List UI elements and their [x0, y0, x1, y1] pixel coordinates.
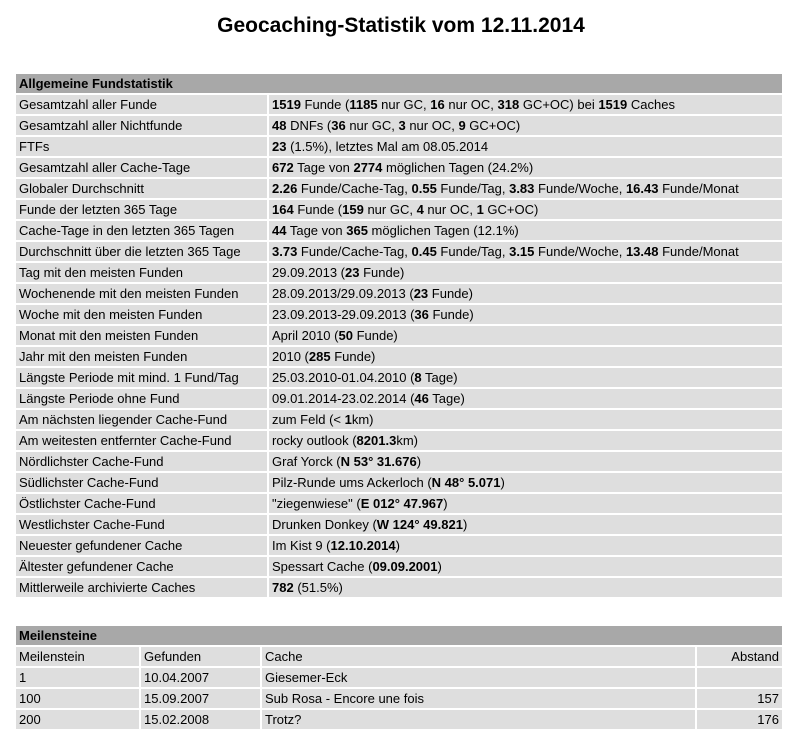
stat-value-strong: 9 [458, 118, 466, 133]
stat-row [16, 158, 782, 177]
stat-value-text: Funde ( [300, 97, 350, 112]
stat-row [16, 410, 782, 429]
stat-value [269, 410, 782, 429]
stat-value-text: Funde) [330, 349, 376, 364]
stat-label: Wochenende mit den meisten Funden [16, 284, 267, 303]
stat-value [269, 158, 782, 177]
stat-value [269, 431, 782, 450]
stat-label: Am weitesten entfernter Cache-Fund [16, 431, 267, 450]
stat-label: Jahr mit den meisten Funden [16, 347, 267, 366]
stat-value-text: 25.03.2010-01.04.2010 ( [272, 370, 415, 385]
stat-row [16, 179, 782, 198]
stat-value-text: möglichen Tagen (12.1%) [367, 223, 519, 238]
stat-label: Monat mit den meisten Funden [16, 326, 267, 345]
stat-value-text: nur GC, [377, 97, 431, 112]
stat-value [269, 326, 782, 345]
stat-row [16, 221, 782, 240]
stat-row [16, 557, 782, 576]
milestones-header: Meilensteine [16, 626, 782, 645]
stat-value-strong: 1519 [598, 97, 628, 112]
stat-label: Ältester gefundener Cache [16, 557, 267, 576]
milestone-cell: 10.04.2007 [141, 668, 260, 687]
stat-value-strong: 13.48 [625, 244, 659, 259]
stat-row [16, 263, 782, 282]
milestone-cell: Trotz? [262, 710, 695, 729]
milestone-cell: 100 [16, 689, 139, 708]
stat-value-text: Tage) [428, 391, 465, 406]
milestones-body [16, 647, 782, 729]
column-header: Meilenstein [16, 647, 139, 666]
stat-value-strong: 46 [414, 391, 429, 406]
stat-row [16, 116, 782, 135]
stat-label: Westlichster Cache-Fund [16, 515, 267, 534]
stat-label: Längste Periode ohne Fund [16, 389, 267, 408]
stat-value-text: Funde) [352, 328, 398, 343]
general-stats-table [14, 72, 784, 599]
stat-row [16, 347, 782, 366]
stat-value-text: nur OC, [423, 202, 477, 217]
stat-label: Woche mit den meisten Funden [16, 305, 267, 324]
stat-value-text: Spessart Cache ( [272, 559, 373, 574]
stat-value-text: Funde ( [293, 202, 343, 217]
column-header: Cache [262, 647, 695, 666]
stat-value-strong: 285 [308, 349, 331, 364]
stat-row [16, 431, 782, 450]
stat-value-text: 29.09.2013 ( [272, 265, 346, 280]
stat-value-text: Funde/Woche, [534, 244, 626, 259]
stat-value-text: Funde/Monat [658, 244, 739, 259]
stat-value-strong: 318 [497, 97, 520, 112]
stat-value-strong: 2.26 [272, 181, 298, 196]
stat-value-strong: 50 [338, 328, 353, 343]
milestones-column-headers [16, 647, 782, 666]
stat-value-text: zum Feld (< [272, 412, 345, 427]
stat-value-strong: 36 [414, 307, 429, 322]
column-header: Gefunden [141, 647, 260, 666]
stat-value-text: Tage von [293, 160, 354, 175]
stat-value-strong: 3 [398, 118, 406, 133]
stat-value-text: Funde) [428, 286, 473, 301]
stat-value-text: rocky outlook ( [272, 433, 357, 448]
stat-row [16, 284, 782, 303]
stat-label: Gesamtzahl aller Funde [16, 95, 267, 114]
stat-value-strong: 1 [476, 202, 484, 217]
stat-value-text: April 2010 ( [272, 328, 339, 343]
stat-value [269, 452, 782, 471]
stat-value-text: ) [395, 538, 400, 553]
stat-value-strong: 12.10.2014 [330, 538, 396, 553]
stat-value-text: 28.09.2013/29.09.2013 ( [272, 286, 414, 301]
stat-value-text: GC+OC) [465, 118, 521, 133]
stat-row [16, 389, 782, 408]
stat-value-strong: 16 [430, 97, 445, 112]
milestone-cell: Giesemer-Eck [262, 668, 695, 687]
stat-value-text: Funde) [428, 307, 474, 322]
milestone-cell: 15.09.2007 [141, 689, 260, 708]
stat-label: FTFs [16, 137, 267, 156]
stat-value-text: 23.09.2013-29.09.2013 ( [272, 307, 415, 322]
stat-label: Funde der letzten 365 Tage [16, 200, 267, 219]
stat-value [269, 137, 782, 156]
stat-row [16, 452, 782, 471]
stat-value-text: Graf Yorck ( [272, 454, 341, 469]
stat-row [16, 515, 782, 534]
milestone-cell: 15.02.2008 [141, 710, 260, 729]
stat-value-text: ) [500, 475, 505, 490]
stat-value-strong: 4 [416, 202, 424, 217]
stat-value-text: Funde/Cache-Tag, [297, 181, 412, 196]
milestone-cell: 157 [697, 689, 782, 708]
milestone-cell [697, 668, 782, 687]
stat-value-strong: 3.15 [509, 244, 535, 259]
stat-value-text: Drunken Donkey ( [272, 517, 377, 532]
stat-label: Am nächsten liegender Cache-Fund [16, 410, 267, 429]
stat-value-text: Tage) [421, 370, 458, 385]
stat-value-text: (51.5%) [293, 580, 343, 595]
stat-row [16, 95, 782, 114]
stat-value [269, 494, 782, 513]
stat-label: Mittlerweile archivierte Caches [16, 578, 267, 597]
stat-value-text: DNFs ( [286, 118, 332, 133]
stat-value-strong: 16.43 [625, 181, 659, 196]
stat-label: Nördlichster Cache-Fund [16, 452, 267, 471]
stat-value [269, 284, 782, 303]
milestone-cell: 200 [16, 710, 139, 729]
stat-label: Südlichster Cache-Fund [16, 473, 267, 492]
column-header: Abstand [697, 647, 782, 666]
stat-row [16, 473, 782, 492]
stat-value-text: Caches [627, 97, 675, 112]
page-title: Geocaching-Statistik vom 12.11.2014 [217, 14, 585, 37]
stat-label: Neuester gefundener Cache [16, 536, 267, 555]
stat-value-strong: 8201.3 [356, 433, 397, 448]
stat-value-text: nur GC, [363, 202, 417, 217]
stat-value-text: 09.01.2014-23.02.2014 ( [272, 391, 415, 406]
stat-value [269, 116, 782, 135]
stat-row [16, 536, 782, 555]
stat-value-strong: 3.73 [272, 244, 298, 259]
stat-label: Gesamtzahl aller Cache-Tage [16, 158, 267, 177]
stat-value-strong: 365 [346, 223, 368, 238]
stat-value-strong: 1185 [349, 97, 378, 112]
stat-value [269, 473, 782, 492]
stat-value-strong: 2774 [353, 160, 383, 175]
stat-value-text: möglichen Tagen (24.2%) [382, 160, 534, 175]
milestone-row [16, 668, 782, 687]
stat-value-strong: W 124° 49.821 [376, 517, 463, 532]
stat-value-text: Tage von [286, 223, 347, 238]
milestone-cell: 176 [697, 710, 782, 729]
stat-label: Globaler Durchschnitt [16, 179, 267, 198]
stat-value-strong: 1519 [272, 97, 301, 112]
stat-value-text: Im Kist 9 ( [272, 538, 331, 553]
stat-value [269, 368, 782, 387]
stat-value-text: km) [396, 433, 418, 448]
stat-value-strong: 0.55 [411, 181, 437, 196]
stat-value-strong: 23 [272, 139, 287, 154]
stat-value [269, 221, 782, 240]
stat-value-strong: 09.09.2001 [372, 559, 438, 574]
stat-label: Cache-Tage in den letzten 365 Tagen [16, 221, 267, 240]
stat-value-strong: 672 [272, 160, 294, 175]
stat-value-strong: 3.83 [509, 181, 535, 196]
stat-value-strong: 8 [414, 370, 422, 385]
stat-value-text: ) [437, 559, 442, 574]
stat-value-text: nur GC, [345, 118, 399, 133]
stat-value [269, 536, 782, 555]
stat-value-text: Funde/Woche, [534, 181, 626, 196]
milestone-cell: 1 [16, 668, 139, 687]
stat-value [269, 578, 782, 597]
stat-row [16, 494, 782, 513]
stat-value-strong: N 53° 31.676 [340, 454, 417, 469]
stat-value-strong: 159 [342, 202, 364, 217]
stat-value [269, 347, 782, 366]
stat-value-strong: 1 [344, 412, 352, 427]
stat-value-text: Funde/Tag, [436, 244, 510, 259]
stat-value-text: Funde/Cache-Tag, [297, 244, 412, 259]
stat-row [16, 578, 782, 597]
stat-row [16, 326, 782, 345]
stat-value-strong: 164 [272, 202, 294, 217]
stat-value [269, 242, 782, 261]
stat-value-text: GC+OC) bei [519, 97, 599, 112]
stat-value-strong: 23 [345, 265, 360, 280]
stat-label: Durchschnitt über die letzten 365 Tage [16, 242, 267, 261]
stat-value-text: nur OC, [405, 118, 459, 133]
stat-value-strong: 36 [331, 118, 346, 133]
stat-value-strong: 48 [272, 118, 287, 133]
stat-value-text: (1.5%), letztes Mal am 08.05.2014 [286, 139, 489, 154]
stat-value [269, 179, 782, 198]
general-stats-header: Allgemeine Fundstatistik [16, 74, 782, 93]
stat-value-strong: E 012° 47.967 [360, 496, 444, 511]
milestone-row [16, 689, 782, 708]
stat-value-strong: 44 [272, 223, 287, 238]
stat-value [269, 95, 782, 114]
stat-value [269, 515, 782, 534]
stat-value-text: km) [351, 412, 374, 427]
stat-value [269, 305, 782, 324]
stat-value-text: 2010 ( [272, 349, 309, 364]
stat-label: Längste Periode mit mind. 1 Fund/Tag [16, 368, 267, 387]
stat-label: Östlichster Cache-Fund [16, 494, 267, 513]
stat-value-text: GC+OC) [483, 202, 539, 217]
stat-value-text: Funde/Tag, [436, 181, 510, 196]
stat-label: Gesamtzahl aller Nichtfunde [16, 116, 267, 135]
stat-value-strong: 0.45 [411, 244, 437, 259]
stat-value [269, 200, 782, 219]
stat-value-text: "ziegenwiese" ( [272, 496, 361, 511]
stat-value-text: Funde/Monat [658, 181, 739, 196]
stat-value [269, 557, 782, 576]
stat-row [16, 242, 782, 261]
stat-value-text: Funde) [359, 265, 405, 280]
stat-row [16, 200, 782, 219]
stat-value-text: nur OC, [444, 97, 498, 112]
milestone-cell: Sub Rosa - Encore une fois [262, 689, 695, 708]
stat-row [16, 305, 782, 324]
stat-value [269, 263, 782, 282]
stat-value-strong: N 48° 5.071 [431, 475, 501, 490]
stat-value-text: ) [443, 496, 448, 511]
stat-value-text: Pilz-Runde ums Ackerloch ( [272, 475, 432, 490]
stat-value-text: ) [416, 454, 422, 469]
milestones-table [14, 624, 784, 731]
stat-label: Tag mit den meisten Funden [16, 263, 267, 282]
stat-value [269, 389, 782, 408]
general-stats-body [16, 95, 782, 597]
stat-value-strong: 23 [413, 286, 429, 301]
stat-row [16, 368, 782, 387]
stat-row [16, 137, 782, 156]
stat-value-text: ) [462, 517, 468, 532]
stat-value-strong: 782 [272, 580, 294, 595]
